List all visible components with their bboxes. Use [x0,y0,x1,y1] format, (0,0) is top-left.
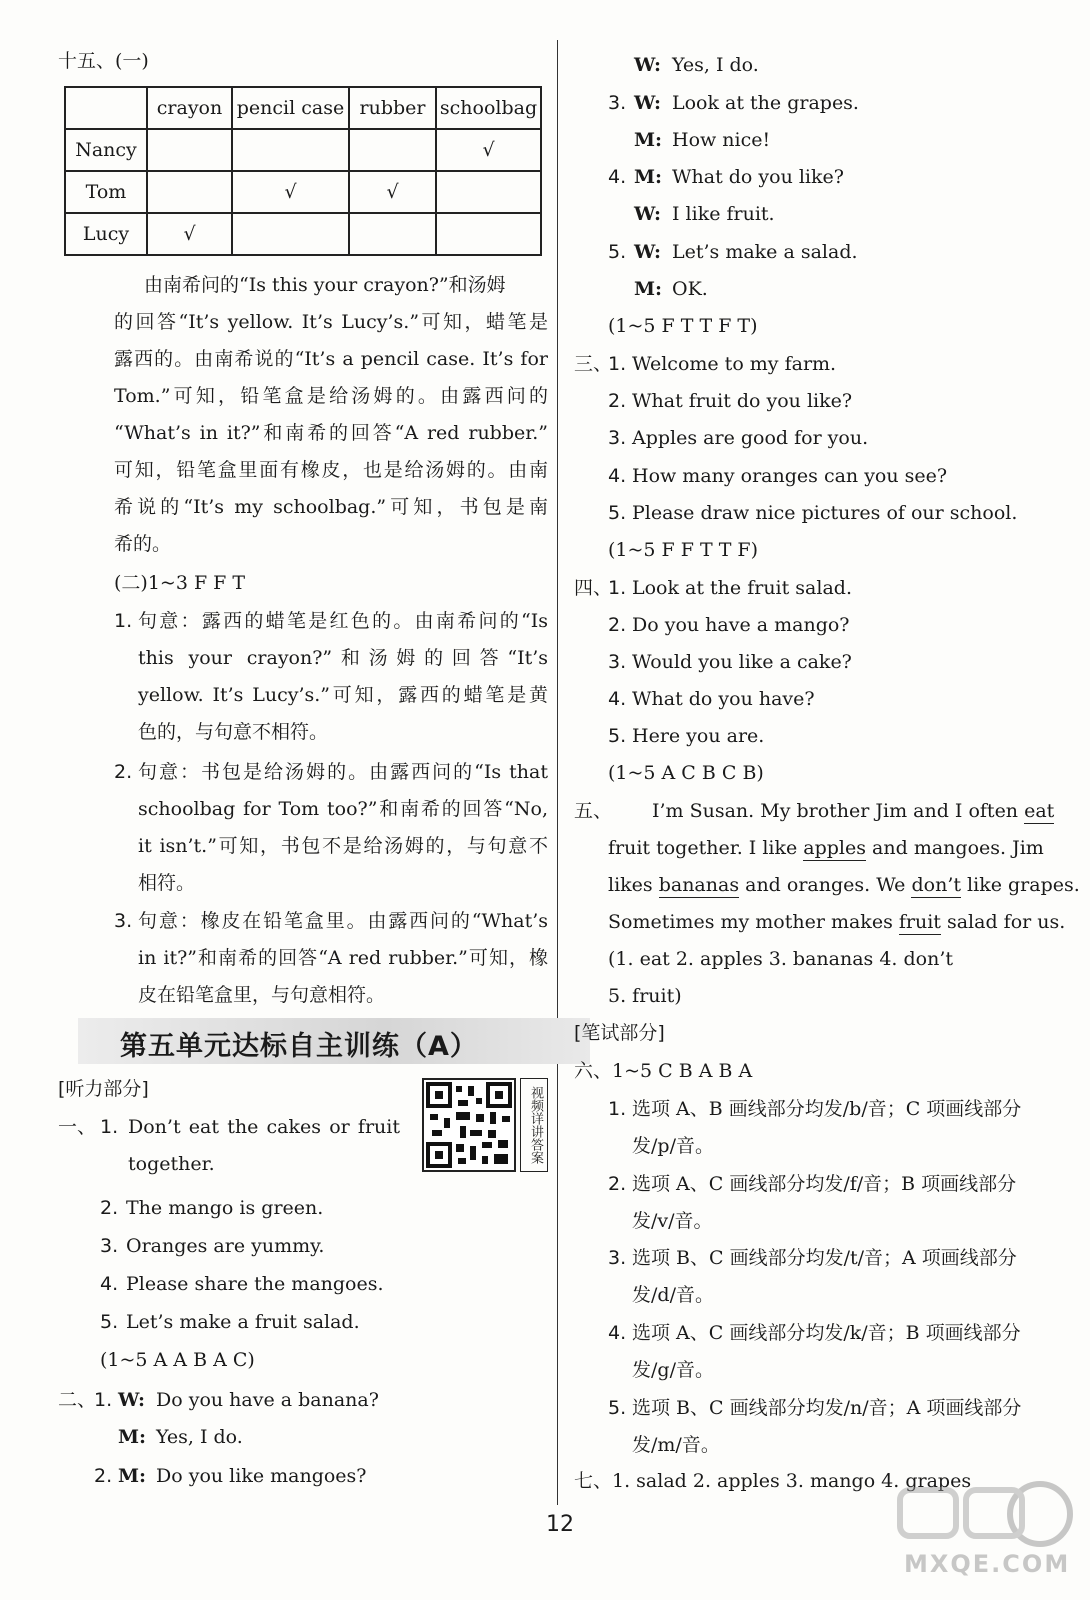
item-number: 3. [608,427,627,449]
dialogue-text: Yes, I do. [156,1426,243,1448]
note-number: 2. [608,1173,627,1195]
note-line: in it?”和南希的回答“A red rubber.”可知，橡 [138,947,548,969]
qr-caption: 视频详讲答案 [520,1078,548,1172]
table-header-cell: rubber [349,87,436,129]
watermark-text: MXQE.COM [904,1550,1071,1578]
unit-title: 第五单元达标自主训练（A） [120,1031,478,1062]
note-number: 5. [608,1397,627,1419]
explanation-line: 希的。 [114,533,172,555]
answer-line: (1~5 F F T T F) [608,539,759,561]
table-row [65,129,541,171]
question-4-label: 四、 [574,577,613,599]
speaker-label: W: [634,54,662,76]
explanation-line: 露西的。由南希说的“It’s a pencil case. It’s for [114,348,548,370]
item-number: 1. [94,1389,113,1411]
speaker-label: W: [118,1389,146,1411]
speaker-label: M: [634,129,663,151]
sub-section-2-header: (二)1~3 F F T [114,572,246,594]
explanation-line: Tom.”可知，铅笔盒是给汤姆的。由露西问的 [114,385,548,407]
passage-text: like grapes. [961,874,1080,896]
item-text: Do you have a mango? [632,614,850,636]
underlined-word: eat [1024,800,1055,822]
note-number: 1. [114,610,133,632]
speaker-label: M: [118,1465,147,1487]
listening-section-header: [听力部分] [58,1078,149,1100]
note-line: 选项 B、C 画线部分均发/t/音；A 项画线部分 [632,1247,1017,1269]
watermark-logo [890,1470,1076,1588]
answer-table [64,86,542,256]
item-text: together. [128,1153,215,1175]
note-line: 选项 A、B 画线部分均发/b/音；C 项画线部分 [632,1098,1022,1120]
item-number: 2. [608,614,627,636]
item-number: 3. [100,1235,119,1257]
item-text: Would you like a cake? [632,651,852,673]
item-number: 5. [608,241,627,263]
passage-text: likes [608,874,659,896]
note-line: 发/g/音。 [632,1359,714,1381]
item-text: Oranges are yummy. [126,1235,325,1257]
question-7-answers: 七、1. salad 2. apples 3. mango 4. grapes [574,1470,972,1492]
item-text: Welcome to my farm. [632,353,837,375]
note-number: 2. [114,761,133,783]
item-number: 4. [608,166,627,188]
speaker-label: W: [634,92,662,114]
note-line: it isn’t.”可知，书包不是给汤姆的，与句意不 [138,835,548,857]
note-number: 3. [608,1247,627,1269]
answer-line: (1~5 A C B C B) [608,762,764,784]
item-number: 5. [608,725,627,747]
answer-line: (1~5 A A B A C) [100,1349,255,1371]
note-number: 4. [608,1322,627,1344]
underlined-word: apples [803,837,867,859]
item-number: 1. [608,353,627,375]
passage-line [608,835,1044,861]
table-cell: √ [147,213,232,255]
item-number: 4. [608,688,627,710]
dialogue-text: Do you like mangoes? [156,1465,367,1487]
dialogue-text: Let’s make a salad. [672,241,858,263]
item-number: 5. [608,502,627,524]
passage-line [608,872,1080,898]
qr-code-icon [424,1080,514,1170]
note-line: schoolbag for Tom too?”和南希的回答“No, [138,798,548,820]
section-15-header: 十五、(一) [58,50,149,72]
note-line: 发/p/音。 [632,1135,714,1157]
passage-text: and mangoes. Jim [866,837,1044,859]
note-line: 选项 A、C 画线部分均发/f/音；B 项画线部分 [632,1173,1017,1195]
speaker-label: W: [634,203,662,225]
item-number: 1. [100,1116,119,1138]
table-cell [232,129,349,171]
table-header-cell [65,87,147,129]
answer-line: 5. fruit) [608,985,682,1007]
table-cell: √ [349,171,436,213]
unit-title-banner [78,1018,590,1064]
item-number: 3. [608,92,627,114]
item-number: 3. [608,651,627,673]
item-text: What do you have? [632,688,815,710]
note-line: 发/d/音。 [632,1284,714,1306]
item-number: 5. [100,1311,119,1333]
passage-text: Sometimes my mother makes [608,911,899,933]
explanation-line: “What’s in it?”和南希的回答“A red rubber.” [114,422,548,444]
explanation-line: 由南希问的“Is this your crayon?”和汤姆 [144,274,506,296]
item-number: 1. [608,577,627,599]
table-row-name: Tom [65,171,147,213]
note-number: 1. [608,1098,627,1120]
item-number: 2. [608,390,627,412]
answer-line: (1~5 F T T F T) [608,315,758,337]
note-number: 3. [114,910,133,932]
note-line: 发/m/音。 [632,1434,720,1456]
question-3-label: 三、 [574,353,613,375]
table-header-cell: pencil case [232,87,349,129]
explanation-line: 希说的“It’s my schoolbag.”可知，书包是南 [114,496,548,518]
table-cell: √ [232,171,349,213]
passage-text: fruit together. I like [608,837,804,859]
item-text: Here you are. [632,725,765,747]
answer-line: (1. eat 2. apples 3. bananas 4. don’t [608,948,954,970]
question-1-label: 一、 [58,1116,97,1138]
table-header-cell: schoolbag [436,87,541,129]
note-line: yellow. It’s Lucy’s.”可知，露西的蜡笔是黄 [138,684,548,706]
note-line: 句意：橡皮在铅笔盒里。由露西问的“What’s [138,910,548,932]
dialogue-text: Yes, I do. [672,54,759,76]
note-line: 句意：露西的蜡笔是红色的。由南希问的“Is [138,610,548,632]
table-cell [147,171,232,213]
dialogue-text: Look at the grapes. [672,92,859,114]
written-section-header: [笔试部分] [574,1022,665,1044]
table-header-cell: crayon [147,87,232,129]
passage-line [608,909,1065,935]
question-5-label: 五、 [574,800,613,822]
item-text: The mango is green. [126,1197,324,1219]
underlined-word: don’t [911,874,961,896]
note-line: 选项 B、C 画线部分均发/n/音；A 项画线部分 [632,1397,1022,1419]
table-cell [147,129,232,171]
note-line: 句意：书包是给汤姆的。由露西问的“Is that [138,761,548,783]
note-line: this your crayon?”和汤姆的回答“It’s [138,647,548,669]
passage-text: I’m Susan. My brother Jim and I often [652,800,1025,822]
qr-code[interactable] [422,1078,516,1172]
passage-line [652,798,1054,824]
speaker-label: M: [634,278,663,300]
item-text: Don’t eat the cakes or fruit [128,1116,400,1138]
table-cell [436,213,541,255]
item-text: Look at the fruit salad. [632,577,852,599]
table-row-name: Nancy [65,129,147,171]
dialogue-text: What do you like? [672,166,844,188]
table-row [65,213,541,255]
question-2-label: 二、 [58,1389,97,1411]
item-number: 4. [608,465,627,487]
item-text: Please share the mangoes. [126,1273,384,1295]
item-text: Apples are good for you. [632,427,869,449]
speaker-label: M: [118,1426,147,1448]
table-row-name: Lucy [65,213,147,255]
dialogue-text: Do you have a banana? [156,1389,379,1411]
table-cell [436,171,541,213]
note-line: 皮在铅笔盒里，与句意相符。 [138,984,386,1006]
note-line: 相符。 [138,872,196,894]
passage-text: and oranges. We [739,874,912,896]
item-number: 2. [100,1197,119,1219]
dialogue-text: OK. [672,278,708,300]
table-cell [349,129,436,171]
table-header-row [65,87,541,129]
table-cell [232,213,349,255]
note-line: 色的，与句意不相符。 [138,721,329,743]
passage-text: salad for us. [940,911,1066,933]
table-cell [349,213,436,255]
item-text: Please draw nice pictures of our school. [632,502,1018,524]
item-text: What fruit do you like? [632,390,853,412]
column-divider [557,40,558,1505]
page-number: 12 [546,1512,574,1537]
dialogue-text: How nice! [672,129,771,151]
note-line: 发/v/音。 [632,1210,713,1232]
note-line: 选项 A、C 画线部分均发/k/音；B 项画线部分 [632,1322,1021,1344]
table-row [65,171,541,213]
table-cell: √ [436,129,541,171]
item-number: 2. [94,1465,113,1487]
item-text: How many oranges can you see? [632,465,948,487]
explanation-line: 可知，铅笔盒里面有橡皮，也是给汤姆的。由南 [114,459,548,481]
speaker-label: M: [634,166,663,188]
item-text: Let’s make a fruit salad. [126,1311,360,1333]
underlined-word: bananas [658,874,740,896]
question-6-header: 六、1~5 C B A B A [574,1060,753,1082]
explanation-line: 的回答“It’s yellow. It’s Lucy’s.”可知，蜡笔是 [114,311,548,333]
underlined-word: fruit [898,911,941,933]
speaker-label: W: [634,241,662,263]
item-number: 4. [100,1273,119,1295]
dialogue-text: I like fruit. [672,203,775,225]
